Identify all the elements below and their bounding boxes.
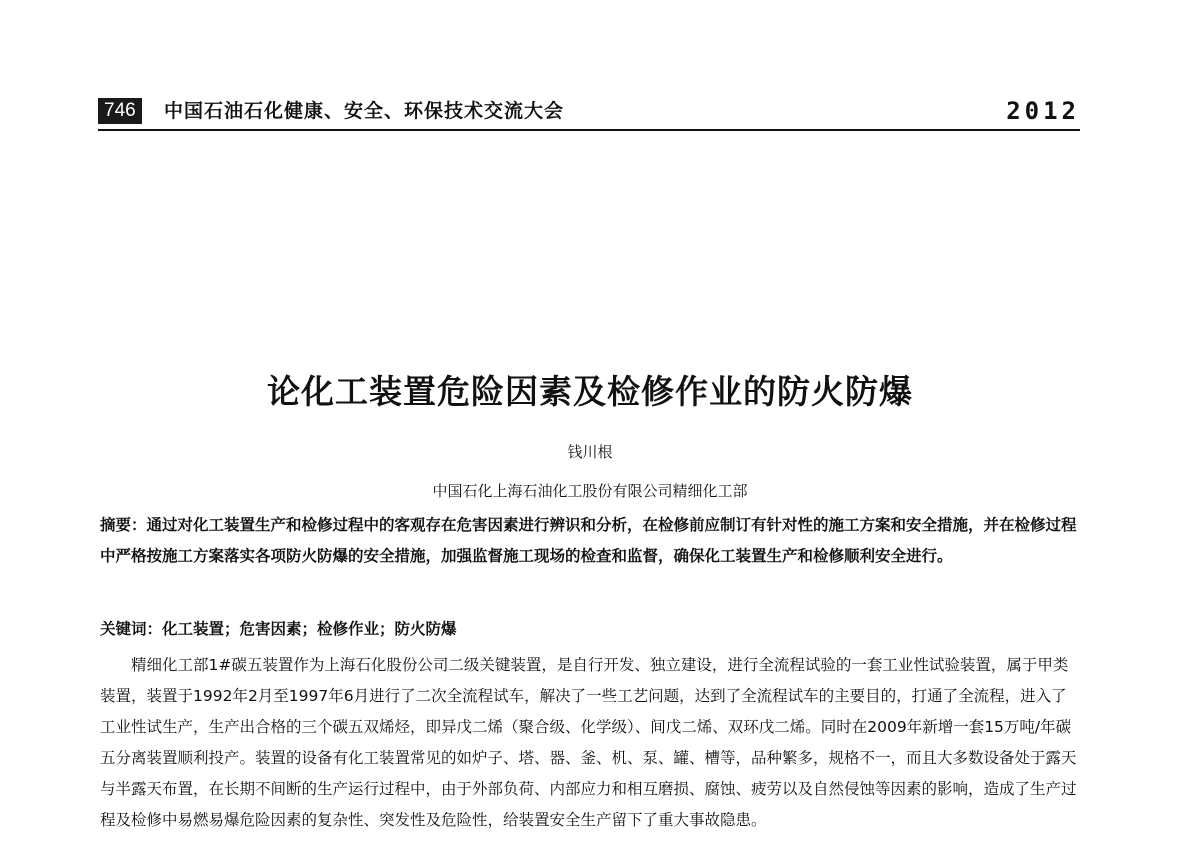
keywords: 关键词：化工装置；危害因素；检修作业；防火防爆 <box>100 620 457 638</box>
author-name: 钱川根 <box>567 443 613 461</box>
article-title: 论化工装置危险因素及检修作业的防火防爆 <box>267 372 913 411</box>
abstract: 摘要：通过对化工装置生产和检修过程中的客观存在危害因素进行辨识和分析，在检修前应制订有针对性的施工方案和安全措施，并在检修过程中严格按施工方案落实各项防火防爆的安全措施，加强监督施工现场的检查和监督，确保化工装置生产和检修顺利安全进行。 <box>100 516 1077 565</box>
page-header <box>98 96 1080 128</box>
conference-year: 2012 <box>1006 97 1080 125</box>
page-number: 746 <box>98 98 142 124</box>
body-paragraph: 精细化工部1#碳五装置作为上海石化股份公司二级关键装置，是自行开发、独立建设，进行全流程试验的一套工业性试验装置，属于甲类装置，装置于1992年2月至1997年6月进行了二次全流程试车，解决了一些工艺问题，达到了全流程试车的主要目的，打通了全流程，进入了工业性试生产，生产出合格的三个碳五双烯烃，即异戊二烯（聚合级、化学级）、间戊二烯、双环戊二烯。同时在2009年新增一套15万吨/年碳五分离装置顺利投产。装置的设备有化工装置常见的如炉子、塔、器、釜、机、泵、罐、槽等，品种繁多，规格不一，而且大多数设备处于露天与半露天布置，在长期不间断的生产运行过程中，由于外部负荷、内部应力和相互磨损、腐蚀、疲劳以及自然侵蚀等因素的影响，造成了生产过程及检修中易燃易爆危险因素的复杂性、突发性及危险性，给装置安全生产留下了重大事故隐患。 <box>100 656 1077 829</box>
author-affiliation: 中国石化上海石油化工股份有限公司精细化工部 <box>432 482 748 500</box>
conference-title: 中国石油石化健康、安全、环保技术交流大会 <box>164 100 565 122</box>
header-rule <box>98 129 1080 131</box>
